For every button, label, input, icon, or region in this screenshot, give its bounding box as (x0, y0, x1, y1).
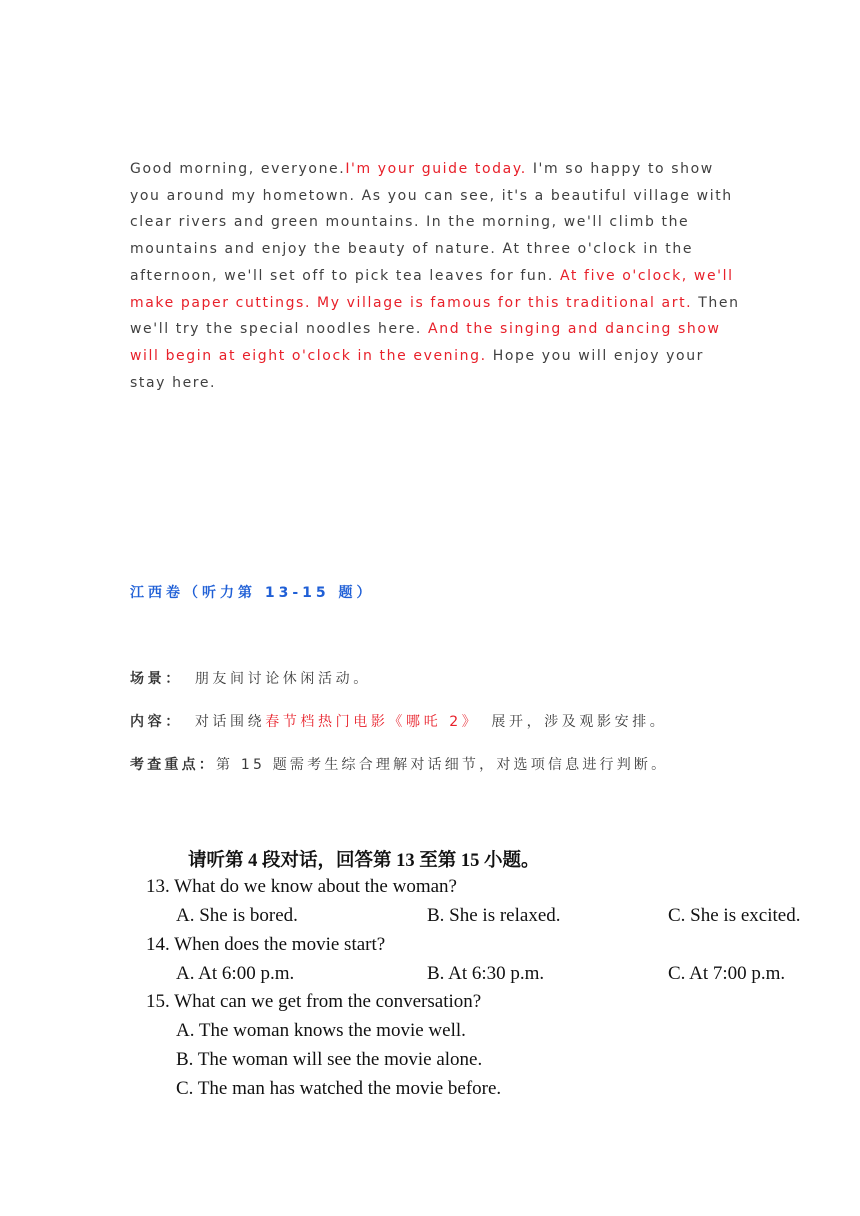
passage-highlight: I'm your guide today. (345, 161, 527, 177)
scene-line (130, 668, 371, 688)
content-line (130, 711, 667, 731)
focus-text: 第 15 题需考生综合理解对话细节，对选项信息进行判断。 (216, 757, 669, 773)
option-14b: B. At 6:30 p.m. (427, 963, 545, 984)
question-15: 15. What can we get from the conversation? (146, 991, 482, 1012)
passage-highlight: And the singing and dancing show will begin at eight o'clock in the evening. (130, 321, 721, 364)
question-13: 13. What do we know about the woman? (146, 876, 457, 897)
option-14c: C. At 7:00 p.m. (668, 963, 786, 984)
exam-heading: 请听第 4 段对话，回答第 13 至第 15 小题。 (188, 851, 540, 871)
passage-text: I'm so happy to show you around my hometown. As you can see, it's a beautiful village with clear rivers and green mountains. In the morning, we'll climb the mountains and enjoy the beauty of nature. At three o'clock in the afternoon, we'll set off to pick tea leaves for fun. (130, 161, 733, 284)
option-13b: B. She is relaxed. (427, 905, 561, 926)
focus-line (130, 754, 668, 774)
question-14: 14. When does the movie start? (146, 934, 386, 955)
listening-passage (130, 156, 740, 396)
passage-text: Then we'll try the special noodles here. (130, 294, 740, 338)
section-title: 江西卷（听力第 13-15 题） (130, 585, 375, 601)
content-text: 展开，涉及观影安排。 (491, 714, 668, 730)
passage-highlight: At five o'clock, we'll make paper cuttings. My village is famous for this traditional art. (130, 267, 734, 311)
option-15c: C. The man has watched the movie before. (176, 1078, 502, 1099)
option-13a: A. She is bored. (176, 905, 298, 926)
focus-label: 考查重点： (130, 757, 216, 773)
passage-text: Good morning, everyone. (130, 161, 346, 177)
option-14a: A. At 6:00 p.m. (176, 963, 295, 984)
content-label: 内容： (130, 714, 183, 730)
scene-text: 朋友间讨论休闲活动。 (194, 671, 371, 687)
content-text: 对话围绕 (194, 714, 266, 730)
content-highlight: 春节档热门电影《哪吒 2》 (265, 714, 480, 730)
option-15a: A. The woman knows the movie well. (176, 1020, 466, 1041)
option-15b: B. The woman will see the movie alone. (176, 1049, 483, 1070)
option-13c: C. She is excited. (668, 905, 801, 926)
scene-label: 场景： (130, 671, 183, 687)
passage-text: Hope you will enjoy your stay here. (130, 347, 705, 391)
